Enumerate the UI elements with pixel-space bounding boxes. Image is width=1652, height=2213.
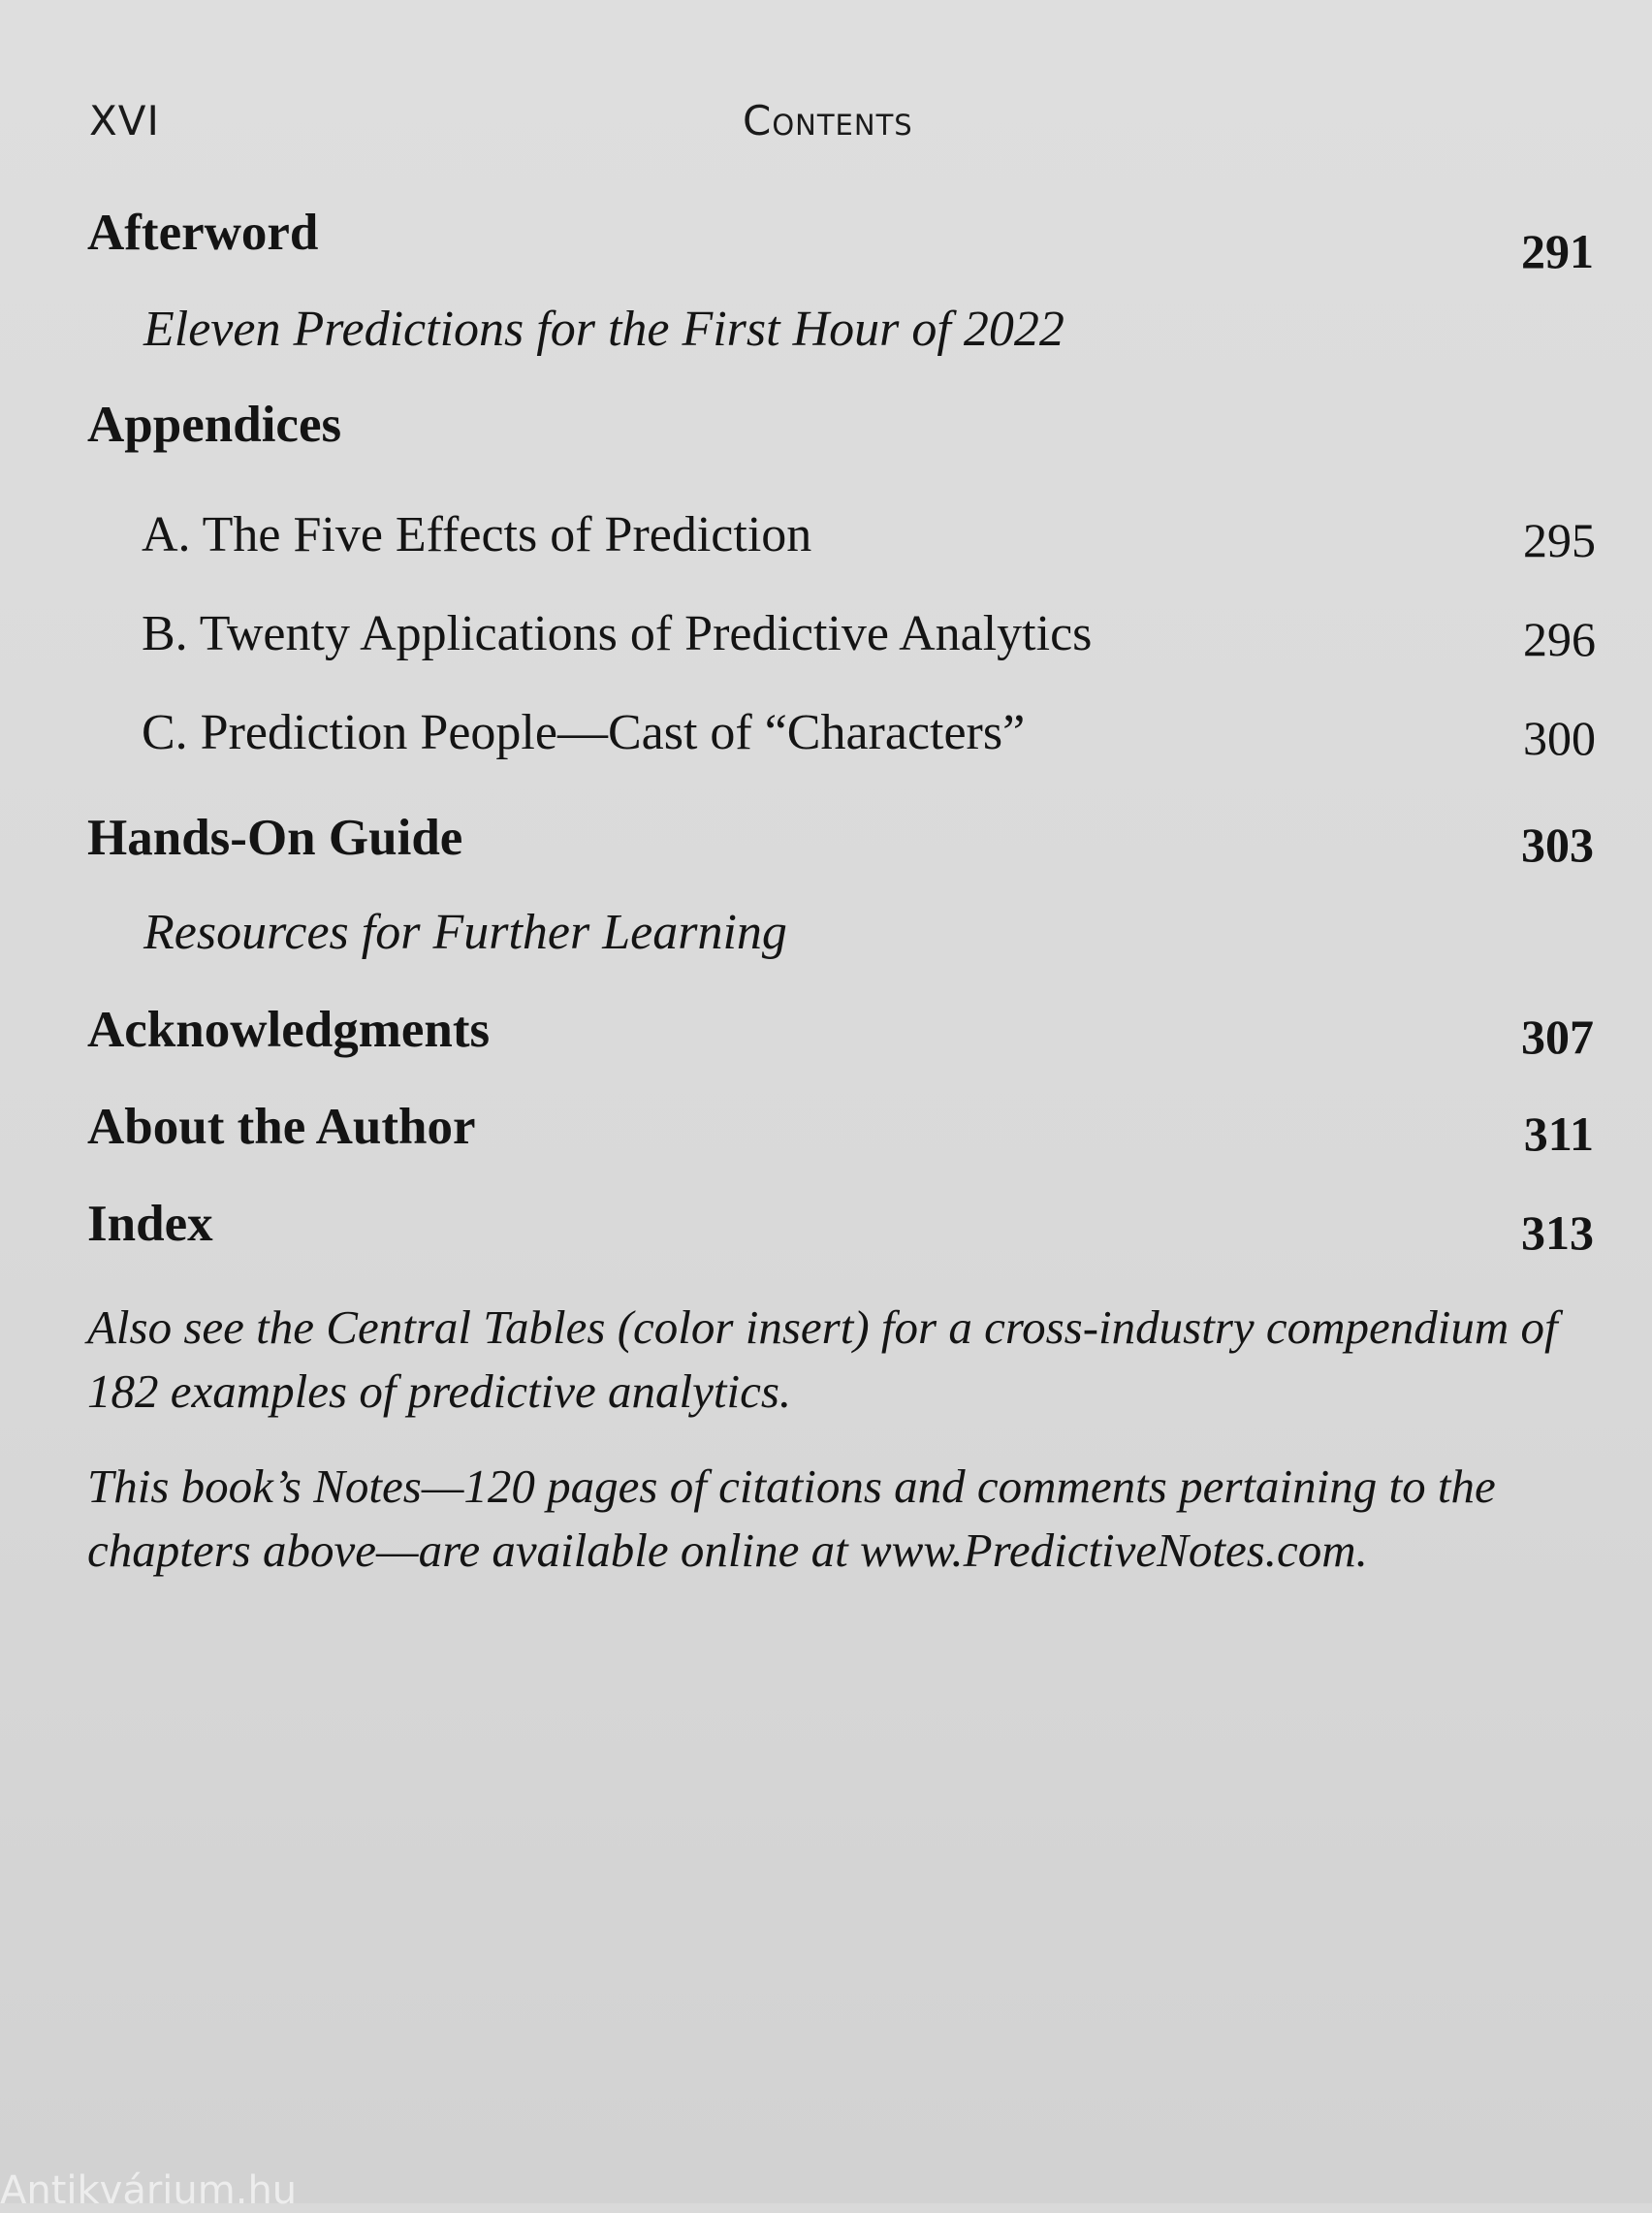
- toc-appendix-c: [0, 704, 1652, 772]
- toc-page-number: 307: [1521, 1010, 1594, 1064]
- toc-page-number: 303: [1521, 818, 1594, 872]
- note-text: This book’s Notes—120 pages of citations and comments pertaining to the chapters above—are available online at www.PredictiveNotes.com.: [87, 1459, 1496, 1577]
- toc-appendix-b: [0, 605, 1652, 673]
- toc-page-number: 313: [1521, 1205, 1594, 1260]
- toc-appendix-title: C. Prediction People—Cast of “Characters”: [142, 705, 1026, 760]
- note-central-tables: [87, 1296, 1580, 1424]
- toc-subtitle-afterword: [0, 301, 1652, 369]
- toc-entry-about-the-author: [0, 1098, 1652, 1166]
- toc-entry-appendices: [0, 396, 1652, 464]
- toc-entry-afterword: [0, 204, 1652, 278]
- note-online-notes: [87, 1455, 1580, 1583]
- toc-title: Appendices: [87, 397, 342, 453]
- toc-appendix-page: 300: [1523, 711, 1596, 765]
- toc-appendix-page: 296: [1523, 612, 1596, 666]
- toc-title: Index: [87, 1196, 213, 1252]
- toc-appendix-title: B. Twenty Applications of Predictive Analytics: [142, 606, 1093, 661]
- toc-appendix-title: A. The Five Effects of Prediction: [142, 507, 812, 562]
- toc-subtitle: Resources for Further Learning: [143, 905, 787, 960]
- toc-page-number: 291: [1521, 224, 1594, 278]
- toc-entry-index: [0, 1195, 1652, 1263]
- toc-entry-hands-on-guide: [0, 809, 1652, 877]
- toc-page-number: 311: [1523, 1106, 1594, 1161]
- toc-subtitle-hands-on: [0, 904, 1652, 972]
- running-title: Contents: [743, 97, 913, 144]
- watermark: Antikvárium.hu: [0, 2168, 298, 2213]
- toc-title: Afterword: [87, 205, 319, 261]
- page-folio: XVI: [89, 97, 160, 144]
- toc-title: Hands-On Guide: [87, 810, 463, 866]
- toc-appendix-page: 295: [1523, 513, 1596, 567]
- toc-appendix-a: [0, 506, 1652, 574]
- toc-title: About the Author: [87, 1099, 476, 1155]
- toc-entry-acknowledgments: [0, 1001, 1652, 1069]
- note-text: Also see the Central Tables (color insert) for a cross-industry compendium of 182 examples of predictive analytics.: [87, 1300, 1558, 1418]
- toc-subtitle: Eleven Predictions for the First Hour of 2022: [143, 302, 1064, 357]
- toc-title: Acknowledgments: [87, 1002, 491, 1058]
